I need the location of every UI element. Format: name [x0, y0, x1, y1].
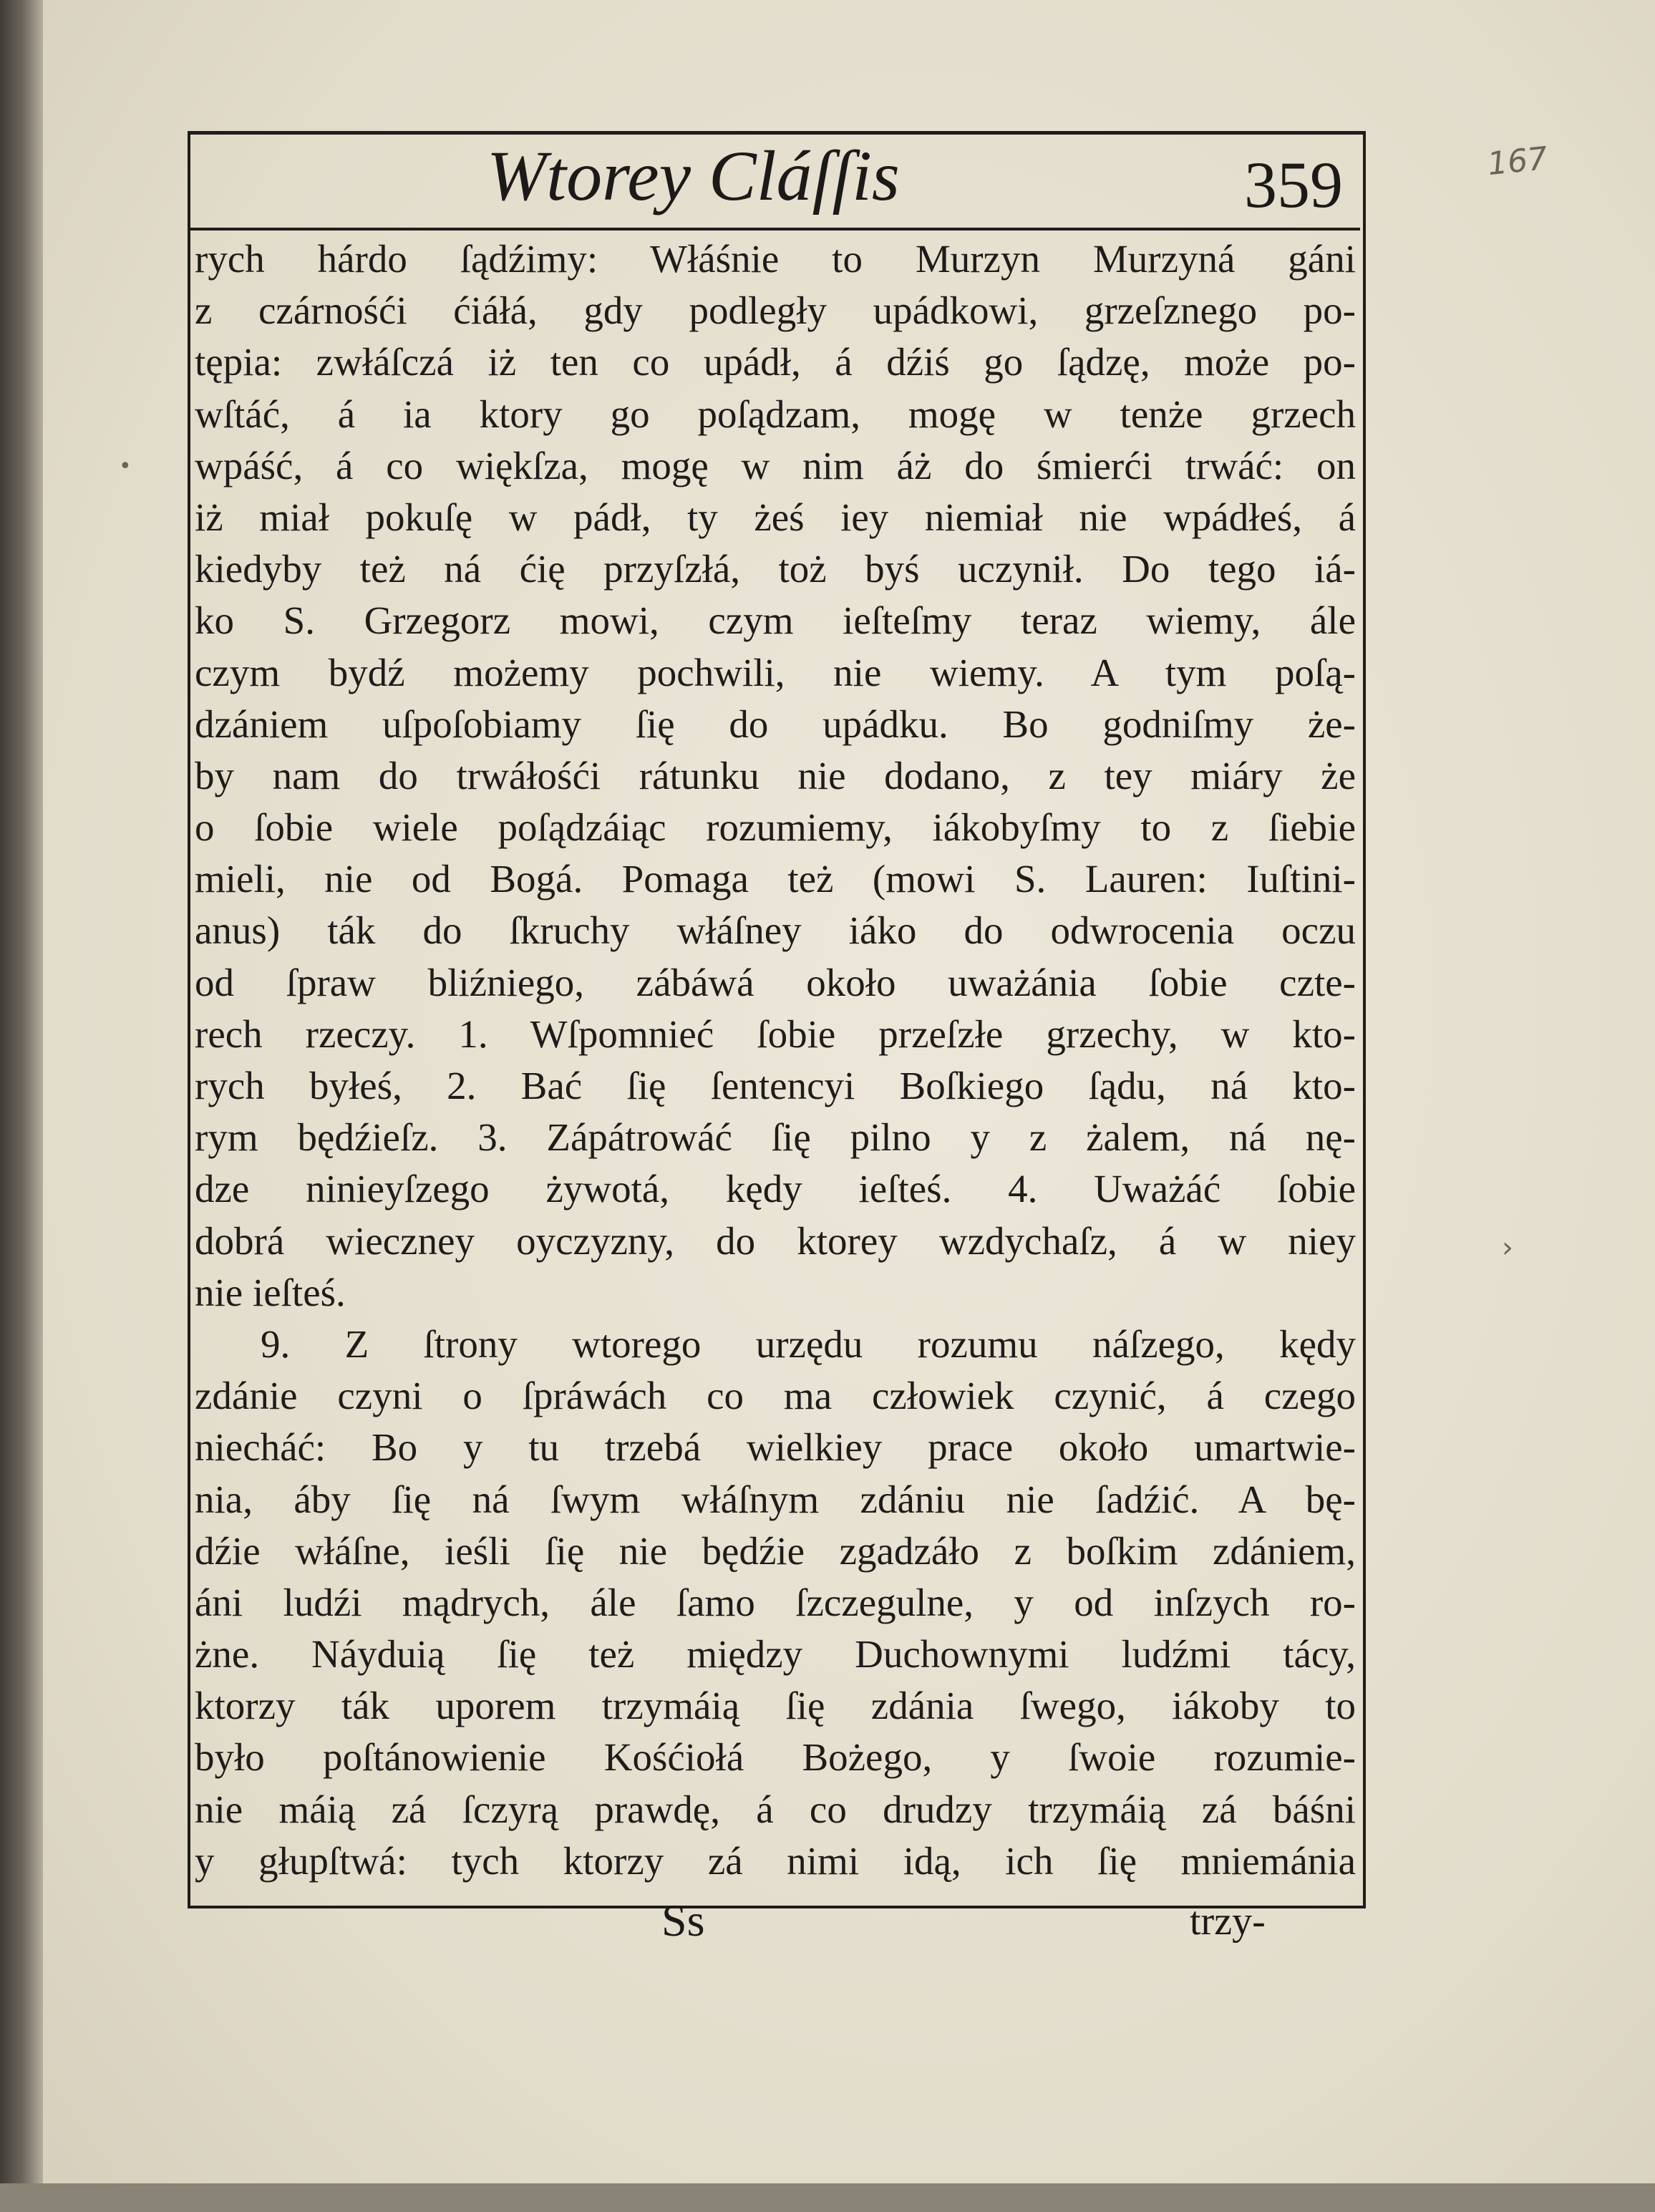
text-line: z czárnośći ćiáłá, gdy podległy upádkowi, grzeſznego po- — [195, 288, 1356, 333]
text-line: niecháć: Bo y tu trzebá wielkiey prace około umartwie- — [195, 1425, 1356, 1470]
margin-tick-mark: › — [1502, 1231, 1513, 1264]
text-line: ktorzy ták uporem trzymáią ſię zdánia ſwego, iákoby to — [195, 1684, 1356, 1728]
text-line: ko S. Grzegorz mowi, czym ieſteſmy teraz wiemy, ále — [195, 598, 1356, 643]
text-line: czym bydź możemy pochwili, nie wiemy. A tym poſą- — [195, 650, 1356, 694]
header-rule — [190, 228, 1360, 231]
text-line: dzániem uſpoſobiamy ſię do upádku. Bo godniſmy że- — [195, 702, 1356, 746]
text-line: wſtáć, á ia ktory go poſądzam, mogę w tenże grzech — [195, 392, 1356, 436]
text-line: rych byłeś, 2. Bać ſię ſentencyi Boſkiego ſądu, ná kto- — [195, 1064, 1356, 1107]
page-bottom-edge — [0, 2183, 1655, 2212]
text-line: rym będźieſz. 3. Zápátrowáć ſię pilno y z żalem, ná nę- — [195, 1115, 1356, 1160]
text-line: dze ninieyſzego żywotá, kędy ieſteś. 4. Uważáć ſobie — [195, 1167, 1356, 1211]
text-line: kiedyby też ná ćię przyſzłá, toż byś uczynił. Do tego iá- — [195, 547, 1356, 591]
text-line: áni ludźi mądrych, ále ſamo ſzczegulne, y od inſzych ro- — [195, 1580, 1356, 1624]
text-line: od ſpraw bliźniego, zábáwá około uważánia ſobie czte- — [195, 960, 1356, 1004]
text-line: żne. Náyduią ſię też między Duchownymi ludźmi tácy, — [195, 1632, 1356, 1677]
text-line: mieli, nie od Bogá. Pomaga też (mowi S. Lauren: Iuſtini- — [195, 857, 1356, 901]
text-line: rech rzeczy. 1. Wſpomnieć ſobie przeſzłe grzechy, w kto- — [195, 1012, 1356, 1056]
handwritten-folio-note: 167 — [1485, 140, 1550, 183]
text-line: było poſtánowienie Kośćiołá Bożego, y ſwoie rozumie- — [195, 1735, 1356, 1780]
text-line: dźie włáſne, ieśli ſię nie będźie zgadzáło z boſkim zdániem, — [195, 1528, 1356, 1573]
text-line: anus) ták do ſkruchy włáſney iáko do odwrocenia oczu — [195, 908, 1356, 953]
text-line: rych hárdo ſądźimy: Włáśnie to Murzyn Murzyná gáni — [195, 237, 1356, 281]
margin-dot-mark: • — [119, 454, 132, 479]
text-line: zdánie czyni o ſpráwách co ma człowiek czynić, á czego — [195, 1374, 1356, 1418]
text-line: wpáść, á co więkſza, mogę w nim áż do śmierći trwáć: on — [195, 443, 1356, 487]
text-line: nie máią zá ſczyrą prawdę, á co drudzy trzymáią zá báśni — [195, 1787, 1356, 1831]
body-text — [195, 233, 1356, 1887]
page-number: 359 — [1244, 148, 1343, 221]
text-line: o ſobie wiele poſądzáiąc rozumiemy, iákobyſmy to z ſiebie — [195, 805, 1356, 850]
text-line: nia, áby ſię ná ſwym włáſnym zdániu nie ſadźić. A bę- — [195, 1477, 1356, 1521]
running-title: Wtorey Cláſſis — [487, 136, 900, 215]
text-line: nie ieſteś. — [195, 1270, 346, 1314]
paragraph-start-line: 9. Z ſtrony wtorego urzędu rozumu náſzego, kędy — [261, 1321, 1356, 1366]
text-line: dobrá wieczney oyczyzny, do ktorey wzdychaſz, á w niey — [195, 1218, 1356, 1263]
text-line: y głupſtwá: tych ktorzy zá nimi idą, ich ſię mniemánia — [195, 1838, 1356, 1883]
catchword: trzy- — [1190, 1899, 1266, 1944]
text-line: tępia: zwłáſczá iż ten co upádł, á dźiś go ſądzę, może po- — [195, 340, 1356, 384]
text-line: by nam do trwáłośći rátunku nie dodano, z tey miáry że — [195, 753, 1356, 797]
text-line: iż miał pokuſę w pádł, ty żeś iey niemiał nie wpádłeś, á — [195, 495, 1356, 539]
signature-mark: Ss — [661, 1895, 705, 1946]
